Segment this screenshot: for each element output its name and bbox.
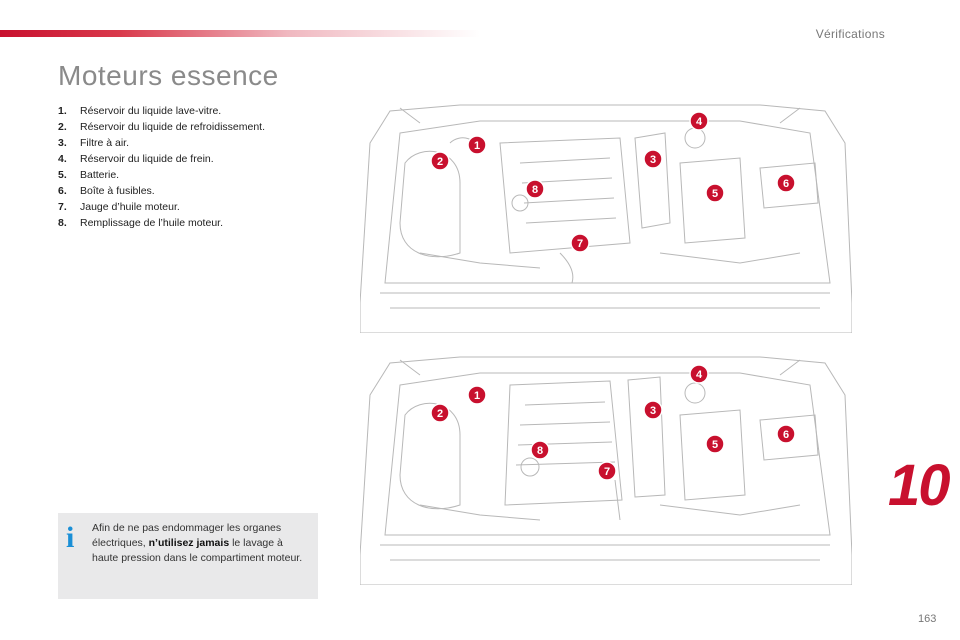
legend-item: 5. Batterie. <box>58 169 120 181</box>
svg-text:1: 1 <box>473 140 481 152</box>
svg-text:8: 8 <box>536 445 544 457</box>
marker-7 <box>598 462 616 480</box>
chapter-number: 10 <box>888 453 949 518</box>
info-text: Afin de ne pas endommager les organes électriques, n’utilisez jamais le lavage à haute pression dans le compartiment moteur. <box>92 522 303 564</box>
header-accent-bar <box>0 30 480 37</box>
section-title: Vérifications <box>815 27 885 41</box>
marker-4 <box>690 112 708 130</box>
engine-diagram-1 <box>360 103 852 333</box>
marker-7 <box>571 234 589 252</box>
marker-1 <box>468 386 486 404</box>
legend-item: 3. Filtre à air. <box>58 137 130 149</box>
svg-text:2: 2 <box>436 156 444 168</box>
legend-item: 6. Boîte à fusibles. <box>58 185 155 197</box>
marker-6 <box>777 425 795 443</box>
marker-5 <box>706 435 724 453</box>
marker-1 <box>468 136 486 154</box>
marker-5 <box>706 184 724 202</box>
svg-text:6: 6 <box>782 429 790 441</box>
page-title: Moteurs essence <box>58 60 279 91</box>
marker-6 <box>777 174 795 192</box>
diagram-markers-1 <box>431 112 795 252</box>
svg-text:1: 1 <box>473 390 481 402</box>
svg-text:4: 4 <box>695 369 703 381</box>
legend-item: 7. Jauge d’huile moteur. <box>58 201 180 213</box>
marker-2 <box>431 152 449 170</box>
svg-text:6: 6 <box>782 178 790 190</box>
svg-text:7: 7 <box>576 238 584 250</box>
svg-text:4: 4 <box>695 116 703 128</box>
legend-item: 2. Réservoir du liquide de refroidissement. <box>58 121 266 133</box>
svg-text:5: 5 <box>711 439 719 451</box>
info-icon: i <box>66 521 75 554</box>
marker-4 <box>690 365 708 383</box>
svg-text:2: 2 <box>436 408 444 420</box>
marker-3 <box>644 150 662 168</box>
marker-3 <box>644 401 662 419</box>
marker-8 <box>526 180 544 198</box>
legend-item: 1. Réservoir du liquide lave-vitre. <box>58 105 222 117</box>
legend-item: 8. Remplissage de l’huile moteur. <box>58 217 223 229</box>
svg-text:3: 3 <box>649 405 657 417</box>
legend-item: 4. Réservoir du liquide de frein. <box>58 153 214 165</box>
svg-text:3: 3 <box>649 154 657 166</box>
info-box <box>58 513 318 599</box>
svg-text:5: 5 <box>711 188 719 200</box>
engine-diagram-2 <box>360 355 852 585</box>
marker-2 <box>431 404 449 422</box>
page-number: 163 <box>918 613 937 625</box>
marker-8 <box>531 441 549 459</box>
svg-text:8: 8 <box>531 184 539 196</box>
svg-text:7: 7 <box>603 466 611 478</box>
legend-list <box>58 103 265 231</box>
